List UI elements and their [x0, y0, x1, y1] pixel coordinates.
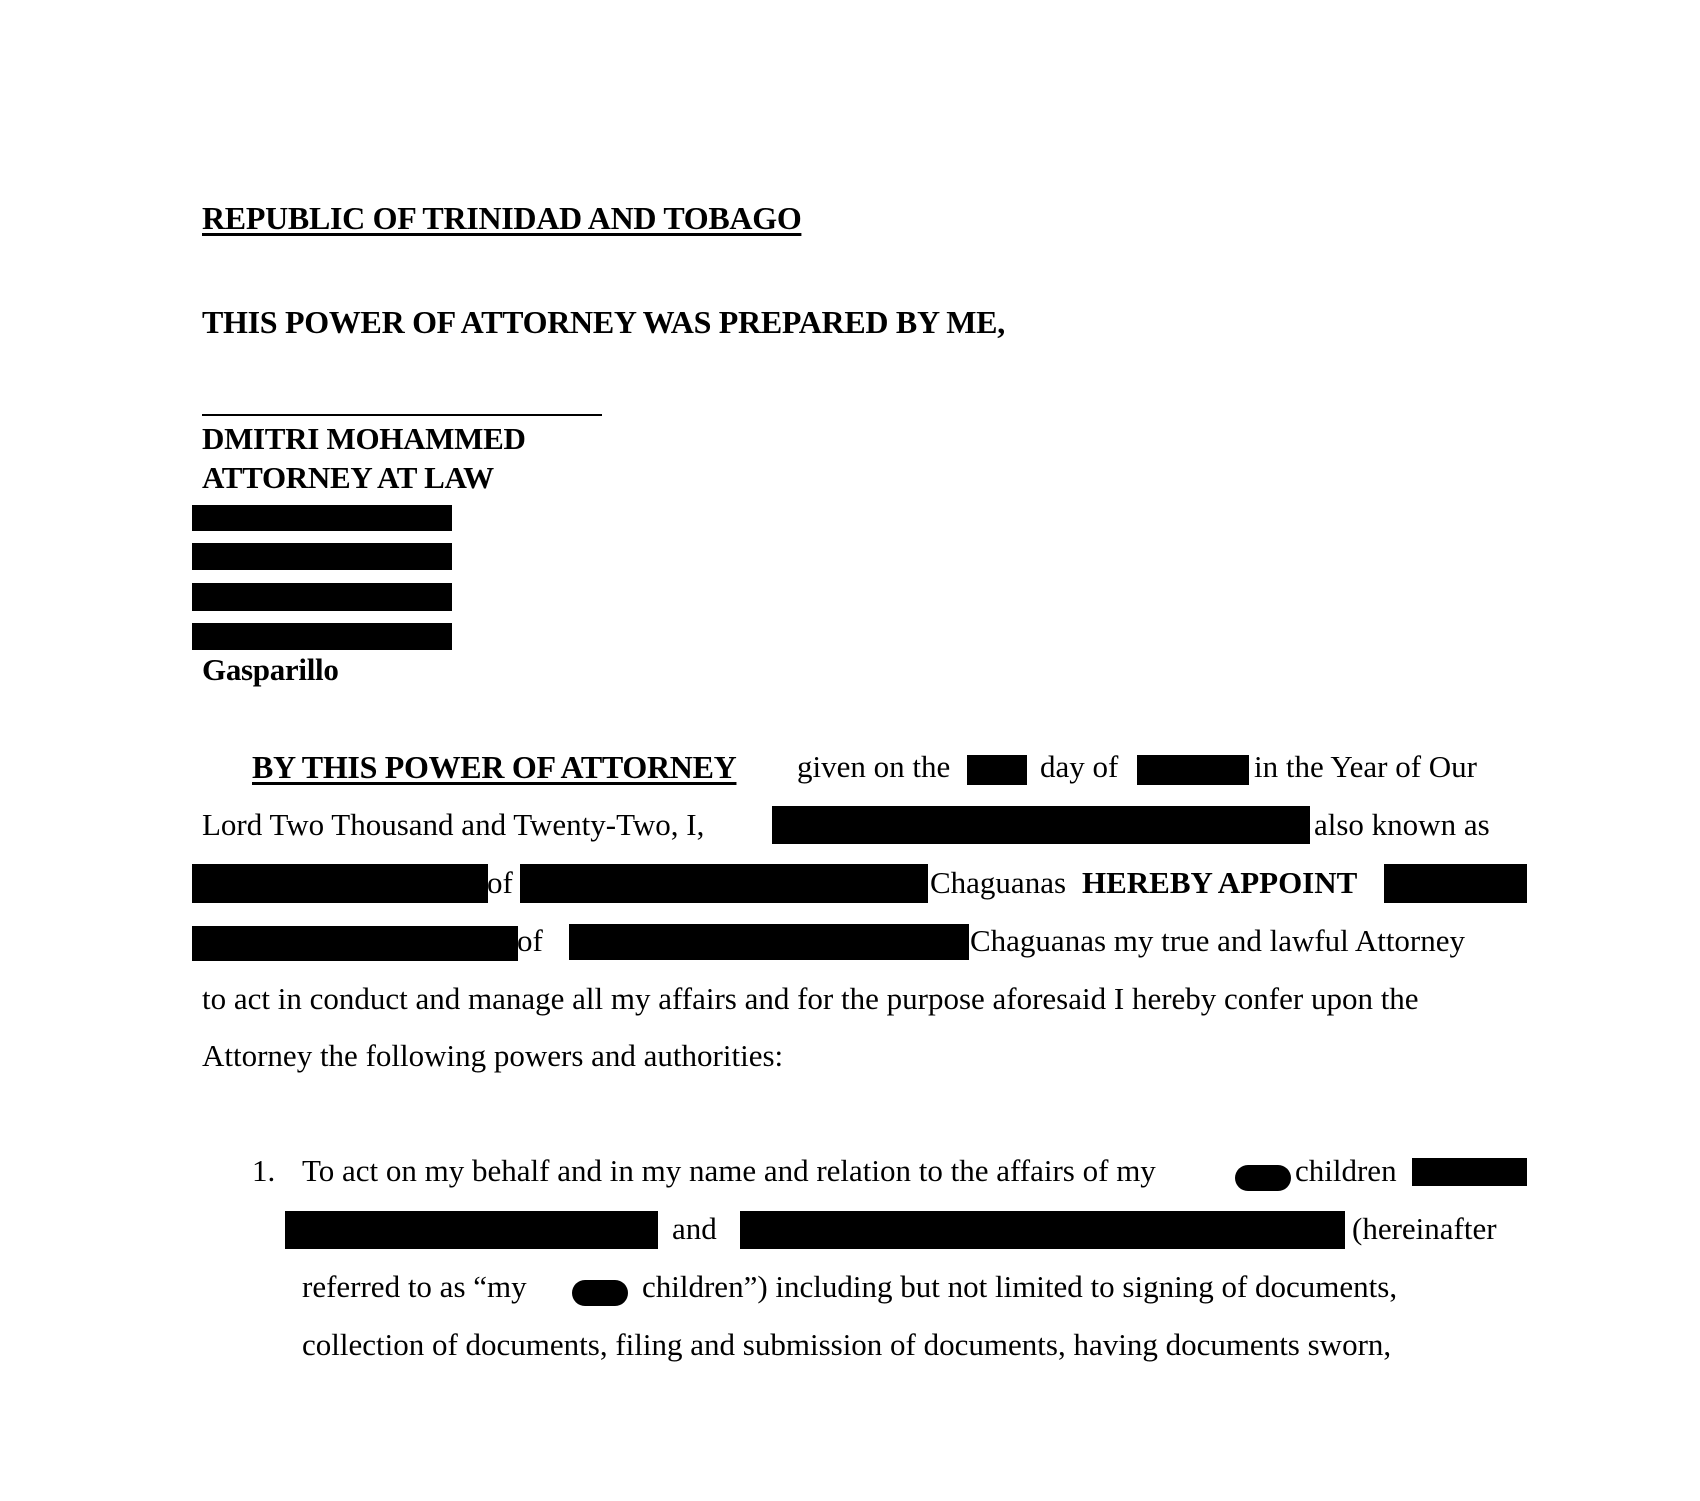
- paragraph-line-5: to act in conduct and manage all my affairs and for the purpose aforesaid I hereby confer upon the: [202, 981, 1419, 1016]
- redacted-child-name-1-start: [1412, 1158, 1527, 1186]
- attorney-title: ATTORNEY AT LAW: [202, 460, 494, 495]
- text-lord-two-thousand: Lord Two Thousand and Twenty-Two, I,: [202, 807, 705, 842]
- document-heading-country: REPUBLIC OF TRINIDAD AND TOBAGO: [202, 200, 802, 236]
- paragraph-line-2: [202, 805, 1507, 845]
- redacted-month: [1137, 755, 1249, 785]
- text-day-of: day of: [1040, 749, 1119, 784]
- text-including-but-not-limited: children”) including but not limited to signing of documents,: [642, 1269, 1398, 1304]
- text-true-and-lawful-attorney: Chaguanas my true and lawful Attorney: [970, 923, 1466, 958]
- redacted-address-line-1: [192, 505, 452, 531]
- paragraph-line-1: [202, 747, 1507, 787]
- text-hereby-appoint: HEREBY APPOINT: [1082, 865, 1358, 900]
- redacted-grantor-address: [520, 864, 928, 903]
- attorney-town: Gasparillo: [202, 652, 339, 687]
- text-also-known-as: also known as: [1314, 807, 1490, 842]
- redacted-child-name-2: [740, 1211, 1345, 1249]
- redacted-grantor-name: [772, 806, 1310, 844]
- list-item-1-line-3: [302, 1267, 1507, 1307]
- text-given-on: given on the: [797, 749, 951, 784]
- text-of: of: [487, 865, 513, 900]
- paragraph-line-3: [202, 863, 1507, 903]
- redacted-attorney-address: [569, 924, 969, 960]
- redacted-address-line-2: [192, 543, 452, 570]
- text-children: children: [1295, 1153, 1397, 1188]
- text-chaguanas: Chaguanas: [930, 865, 1067, 900]
- redacted-address-line-4: [192, 623, 452, 650]
- text-referred-to-as: referred to as “my: [302, 1269, 527, 1304]
- text-to-act-on-my-behalf: To act on my behalf and in my name and relation to the affairs of my: [302, 1153, 1156, 1188]
- paragraph-line-4: [202, 921, 1507, 961]
- redacted-child-name-1: [285, 1211, 658, 1249]
- list-item-1-line-1: [302, 1151, 1507, 1191]
- list-item-1-line-4: collection of documents, filing and submission of documents, having documents sworn,: [302, 1327, 1392, 1362]
- list-item-number: 1.: [252, 1153, 276, 1188]
- lead-phrase: BY THIS POWER OF ATTORNEY: [252, 749, 737, 785]
- attorney-name: DMITRI MOHAMMED: [202, 421, 526, 456]
- signature-line: [202, 414, 602, 416]
- text-year-of-our: in the Year of Our: [1254, 749, 1477, 784]
- redacted-attorney-name-end: [192, 926, 518, 961]
- redacted-word: [572, 1280, 628, 1306]
- text-and: and: [672, 1211, 717, 1246]
- text-hereinafter: (hereinafter: [1352, 1211, 1497, 1246]
- redacted-word: [1235, 1165, 1291, 1191]
- paragraph-line-6: Attorney the following powers and authorities:: [202, 1038, 784, 1073]
- list-item-1-line-2: [302, 1209, 1507, 1249]
- redacted-day: [967, 755, 1027, 785]
- redacted-alias: [192, 864, 488, 903]
- redacted-address-line-3: [192, 583, 452, 611]
- prepared-by-statement: THIS POWER OF ATTORNEY WAS PREPARED BY ME,: [202, 304, 1005, 340]
- text-of: of: [517, 923, 543, 958]
- redacted-attorney-name-start: [1384, 864, 1527, 903]
